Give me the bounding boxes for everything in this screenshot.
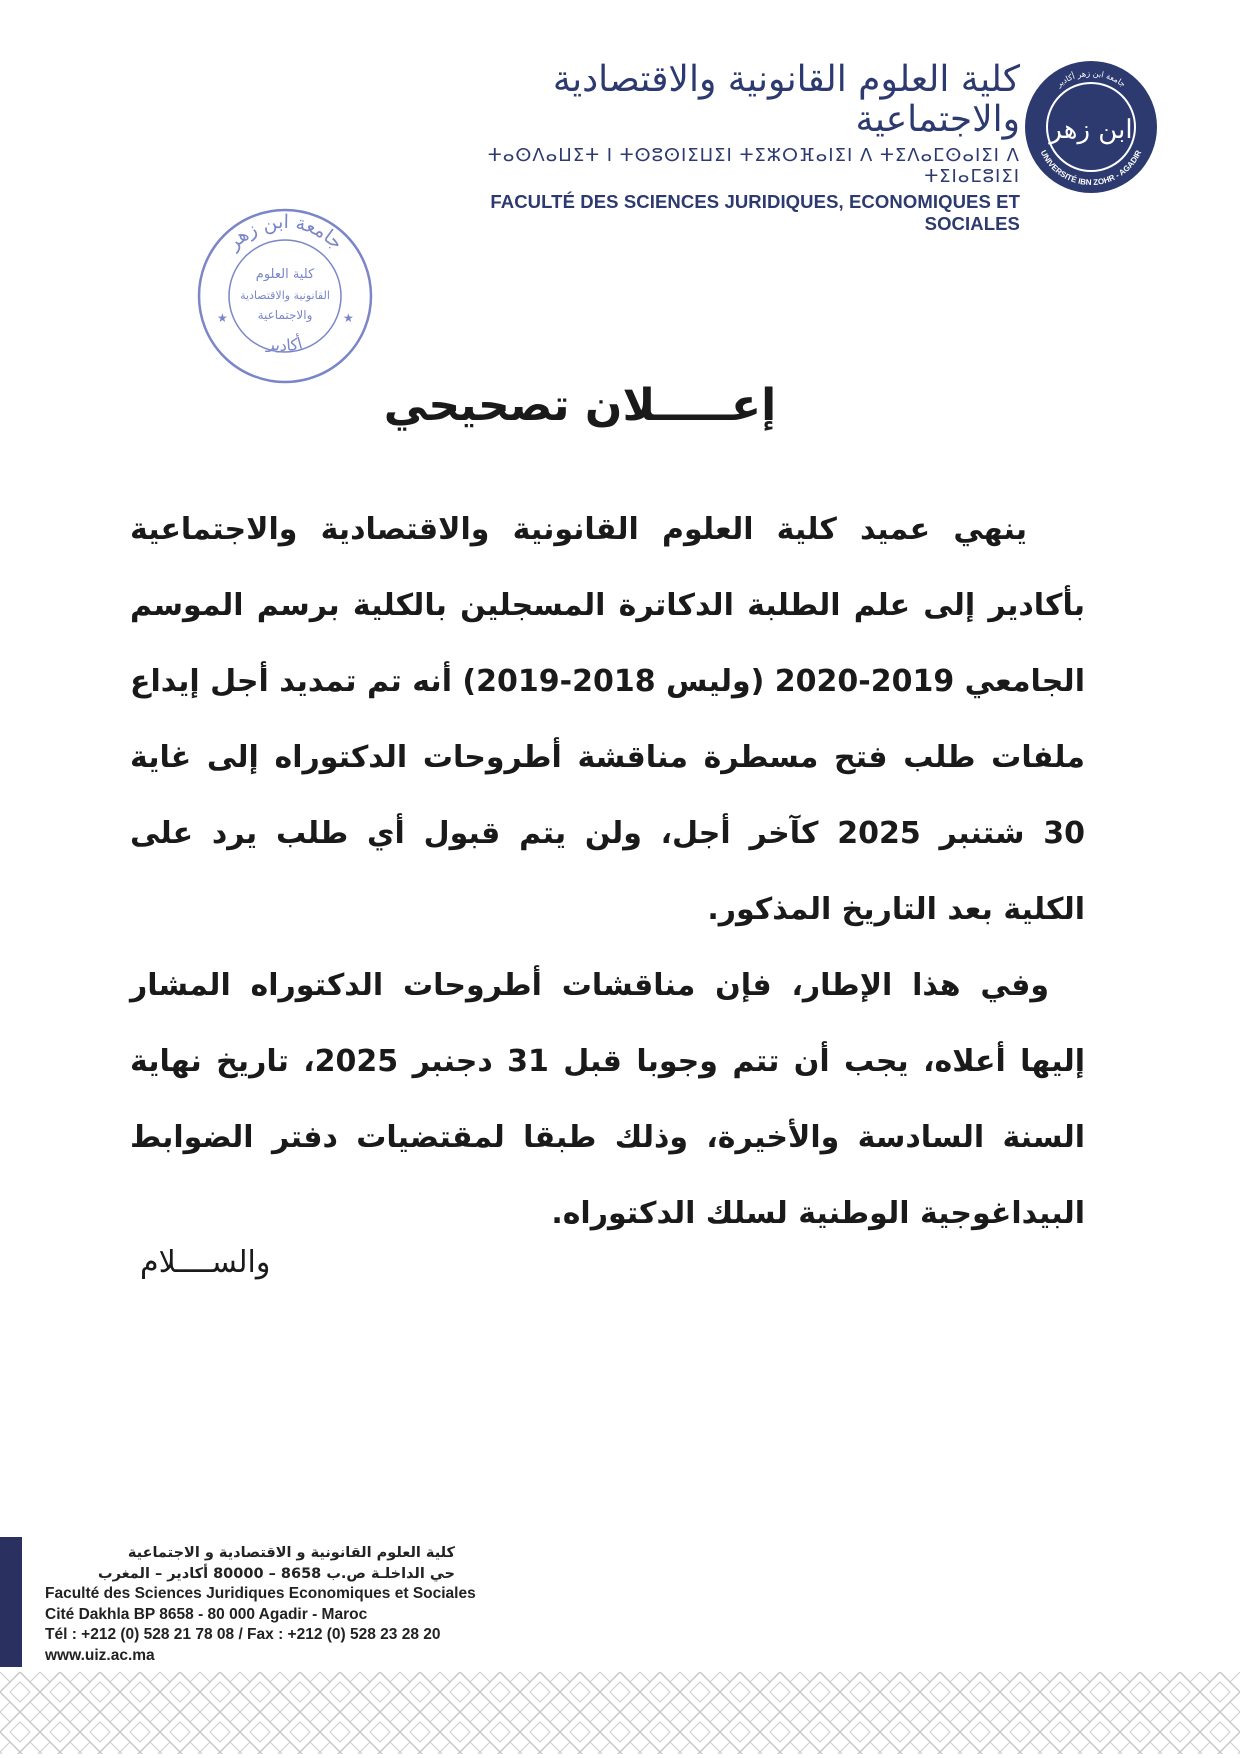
footer-accent-bar — [0, 1537, 22, 1667]
footer-faculty-fr: Faculté des Sciences Juridiques Economiques et Sociales — [45, 1585, 476, 1602]
footer-website-link[interactable]: www.uiz.ac.ma — [45, 1646, 155, 1664]
announcement-body — [130, 492, 1085, 1252]
logo-ring-text-ar: جامعة ابن زهر أكادير — [1054, 68, 1128, 89]
footer-address — [45, 1543, 525, 1666]
announcement-paragraph-2: وفي هذا الإطار، فإن مناقشات أطروحات الدكتوراه المشار إليها أعلاه، يجب أن تتم وجوبا قبل 31 دجنبر 2025، تاريخ نهاية السنة السادسة والأخيرة، وذلك طبقا لمقتضيات دفتر الضوابط البيداغوجية الوطنية لسلك الدكتوراه. — [130, 968, 1086, 1231]
footer-address-fr: Cité Dakhla BP 8658 - 80 000 Agadir - Maroc — [45, 1605, 368, 1623]
stamp-star-icon: ★ — [217, 311, 228, 325]
letterhead — [400, 60, 1020, 235]
footer-address-ar: حي الداخلـة ص.ب 8658 – 80000 أكادير – المغرب — [98, 1565, 455, 1582]
announcement-paragraph-1: ينهي عميد كلية العلوم القانونية والاقتصادية والاجتماعية بأكادير إلى علم الطلبة الدكاترة المسجلين بالكلية برسم الموسم الجامعي 2019-2020 (وليس 2018-2019) أنه تم تمديد أجل إيداع ملفات طلب فتح مسطرة مناقشة أطروحات الدكتوراه إلى غاية 30 شتنبر 2025 كآخر أجل، ولن يتم قبول أي طلب يرد على الكلية بعد التاريخ المذكور. — [130, 512, 1085, 927]
stamp-star-icon: ★ — [343, 311, 354, 325]
stamp-line-2: القانونية والاقتصادية — [240, 289, 330, 302]
announcement-title: إعـــــلان تصحيحي — [383, 380, 777, 431]
stamp-ring-text: جامعة ابن زهر — [222, 210, 348, 255]
university-logo — [1022, 58, 1160, 200]
faculty-stamp-icon — [195, 206, 375, 386]
footer-phone-fax: Tél : +212 (0) 528 21 78 08 / Fax : +212 (0) 528 23 28 20 — [45, 1626, 441, 1643]
faculty-name-french: FACULTÉ DES SCIENCES JURIDIQUES, ECONOMIQUES ET SOCIALES — [490, 191, 1020, 235]
official-stamp — [195, 206, 375, 390]
faculty-name-tifinagh: ⵜⴰⵙⴷⴰⵡⵉⵜ ⵏ ⵜⵙⵓⵙⵏⵉⵡⵉⵏ ⵜⵉⵣⵔⴼⴰⵏⵉⵏ ⴷ ⵜⵉⴷⴰⵎⵙⴰⵏⵉⵏ ⴷ ⵜⵉⵏⴰⵎⵓⵏⵉⵏ — [487, 145, 1020, 188]
faculty-name-arabic: كلية العلوم القانونية والاقتصادية والاجتماعية — [552, 59, 1020, 140]
closing-salutation: والســــلام — [140, 1245, 271, 1280]
stamp-line-1: كلية العلوم — [255, 267, 315, 282]
university-ibn-zohr-logo-icon — [1022, 58, 1160, 196]
geometric-border-pattern-icon — [0, 1672, 1240, 1758]
logo-monogram: ابن زهر — [1049, 115, 1133, 145]
footer-faculty-ar: كلية العلوم القانونية و الاقتصادية و الاجتماعية — [127, 1545, 455, 1561]
stamp-bottom-text: أكادير — [265, 333, 305, 355]
stamp-line-3: والاجتماعية — [257, 308, 313, 322]
logo-ring-text-fr: UNIVERSITÉ IBN ZOHR - AGADIR — [1038, 148, 1144, 188]
